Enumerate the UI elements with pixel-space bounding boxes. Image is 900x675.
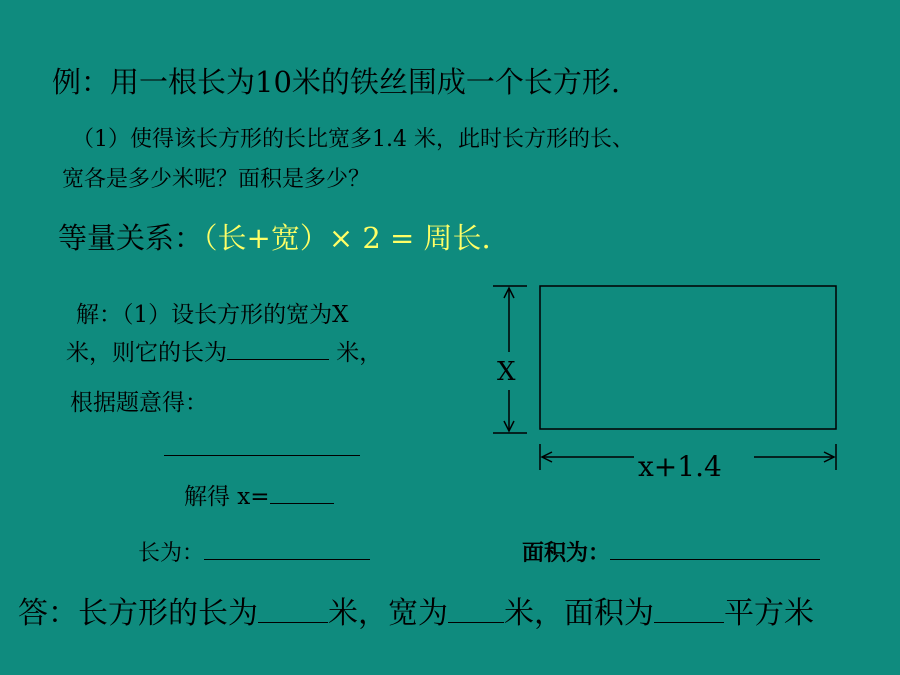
solution-line1: 解：（1）设长方形的宽为X bbox=[76, 302, 349, 328]
rectangle-shape bbox=[540, 286, 836, 429]
solution-line3: 根据题意得： bbox=[70, 390, 208, 416]
solution-line2-prefix: 米，则它的长为 bbox=[66, 340, 227, 366]
problem-title: 例：用一根长为10米的铁丝围成一个长方形. bbox=[52, 65, 621, 99]
area-label: 面积为： bbox=[522, 540, 611, 566]
solution-line2-suffix: 米， bbox=[329, 340, 383, 366]
relation-label: 等量关系： bbox=[58, 221, 204, 255]
answer-prefix: 答：长方形的长为 bbox=[18, 596, 258, 631]
length-label: 长为： bbox=[138, 541, 205, 566]
solve-label: 解得 x= bbox=[184, 484, 270, 510]
answer-unit2: 米，面积为 bbox=[504, 596, 654, 631]
height-label: X bbox=[497, 357, 516, 387]
width-label: x+1.4 bbox=[638, 450, 722, 483]
problem-part1-line2: 宽各是多少米呢？面积是多少？ bbox=[62, 167, 371, 192]
relation-period: . bbox=[481, 221, 491, 255]
answer-unit1: 米，宽为 bbox=[328, 596, 448, 631]
answer-unit3: 平方米 bbox=[724, 596, 814, 631]
problem-part1-line1: （1）使得该长方形的长比宽多1.4 米，此时长方形的长、 bbox=[72, 127, 634, 152]
relation-formula: （长+宽）× 2 = 周长 bbox=[203, 221, 482, 255]
